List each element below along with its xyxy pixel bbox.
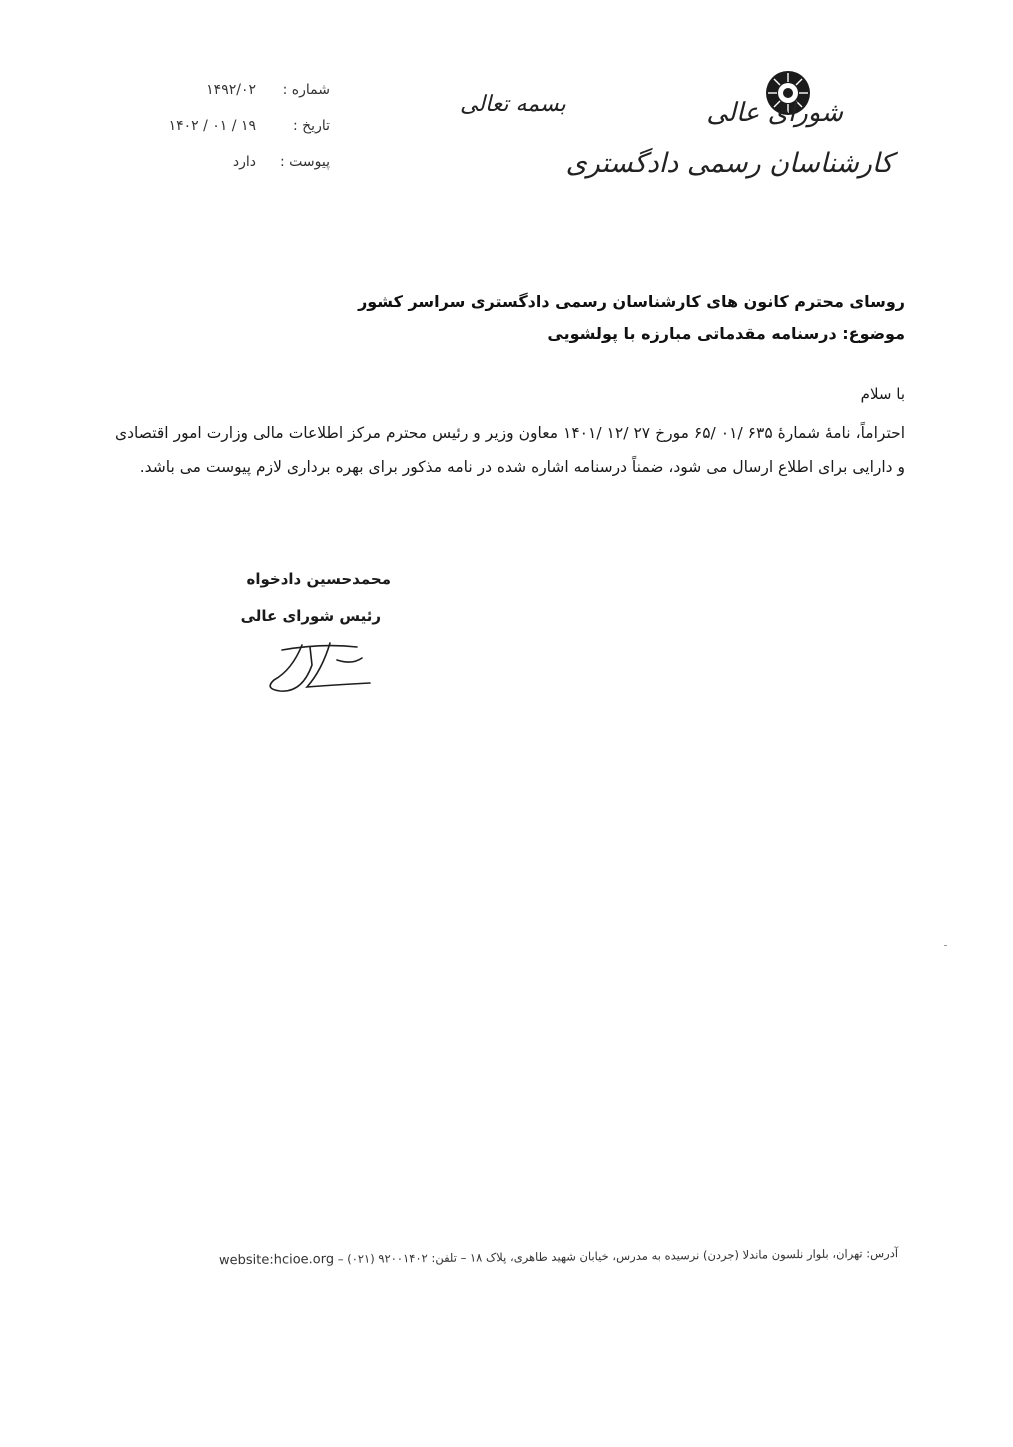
meta-date-label: تاریخ : bbox=[292, 118, 330, 134]
footer-website: website:hcioe.org bbox=[218, 1251, 335, 1269]
meta-number-row bbox=[150, 72, 330, 108]
bismillah-heading: بسمه تعالی bbox=[460, 92, 566, 117]
meta-number-value: ۱۴۹۲/۰۲ bbox=[206, 82, 256, 98]
council-name-line2: کارشناسان رسمی دادگستری bbox=[565, 148, 893, 179]
letter-greeting: با سلام bbox=[860, 385, 905, 403]
meta-attachment-value: دارد bbox=[232, 154, 256, 170]
letter-footer bbox=[150, 1246, 898, 1269]
meta-attachment-row bbox=[150, 144, 330, 180]
signer-title: رئیس شورای عالی bbox=[240, 607, 381, 625]
scan-mark bbox=[944, 945, 947, 946]
meta-number-label: شماره : bbox=[282, 82, 330, 98]
letter-body: احتراماً، نامۀ شمارۀ ۶۳۵ /۰۱ /۶۵ مورخ ۲۷ /۱۲ /۱۴۰۱ معاون وزیر و رئیس محترم مرکز اطلاعات مالی وزارت امور اقتصادی و دارایی برای اطلاع ارسال می شود، ضمناً درسنامه اشاره شده در نامه مذکور برای بهره برداری لازم پیوست می باشد. bbox=[115, 424, 906, 476]
meta-date-value: ۱۹ / ۰۱ / ۱۴۰۲ bbox=[168, 118, 256, 134]
council-name-line1: شورای عالی bbox=[706, 98, 843, 128]
footer-address: آدرس: تهران، بلوار نلسون ماندلا (جردن) نرسیده به مدرس، خیابان شهید طاهری، پلاک ۱۸ – تلفن: ۹۲۰۰۱۴۰۲ (۰۲۱) – bbox=[337, 1246, 899, 1266]
meta-attachment-label: پیوست : bbox=[280, 154, 330, 170]
letter-subject: موضوع: درسنامه مقدماتی مبارزه با پولشویی bbox=[547, 324, 905, 343]
letter-meta bbox=[150, 72, 330, 180]
signer-name: محمدحسین دادخواه bbox=[246, 570, 391, 588]
handwritten-signature-icon bbox=[262, 625, 377, 700]
letter-recipient: روسای محترم کانون های کارشناسان رسمی دادگستری سراسر کشور bbox=[358, 292, 905, 311]
meta-date-row bbox=[150, 108, 330, 144]
